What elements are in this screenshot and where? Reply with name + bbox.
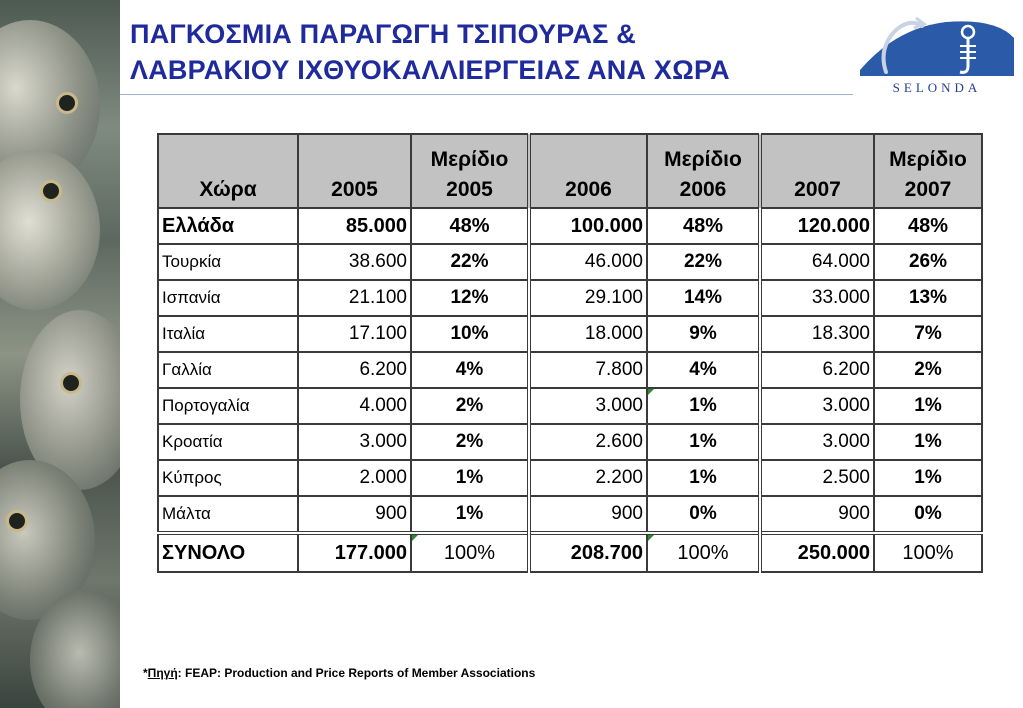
share-2005: 2% (411, 388, 529, 424)
country-cell: Κροατία (158, 424, 298, 460)
fish-image (0, 150, 100, 310)
total-2006: 208.700 (529, 533, 647, 572)
column-header-2007: 2007 (760, 134, 874, 208)
table-row (158, 244, 982, 280)
value-2005: 3.000 (298, 424, 411, 460)
column-header-share-2006: Μερίδιο 2006 (647, 134, 760, 208)
value-2006: 18.000 (529, 316, 647, 352)
column-header-2006: 2006 (529, 134, 647, 208)
fish-photo-strip (0, 0, 120, 708)
value-2007: 64.000 (760, 244, 874, 280)
share-2006: 1% (647, 460, 760, 496)
table-total-row (158, 533, 982, 572)
share-2007: 1% (874, 460, 982, 496)
column-header-share-2005: Μερίδιο 2005 (411, 134, 529, 208)
title-divider (120, 94, 853, 95)
fish-eye (56, 92, 78, 114)
value-2006: 29.100 (529, 280, 647, 316)
footnote-source-label: Πηγή (147, 666, 178, 680)
share-2007: 26% (874, 244, 982, 280)
country-cell: Ελλάδα (158, 208, 298, 244)
column-header-share-2007: Μερίδιο 2007 (874, 134, 982, 208)
value-2005: 900 (298, 496, 411, 533)
share-2006: 14% (647, 280, 760, 316)
total-share-2005: 100% (411, 533, 529, 572)
value-2005: 6.200 (298, 352, 411, 388)
value-2006: 7.800 (529, 352, 647, 388)
value-2005: 2.000 (298, 460, 411, 496)
share-2005: 48% (411, 208, 529, 244)
table-header-row (158, 134, 982, 208)
total-share-2006: 100% (647, 533, 760, 572)
table-row (158, 424, 982, 460)
table-row (158, 460, 982, 496)
share-2006: 9% (647, 316, 760, 352)
total-2005: 177.000 (298, 533, 411, 572)
value-2005: 17.100 (298, 316, 411, 352)
value-2006: 3.000 (529, 388, 647, 424)
source-footnote (143, 666, 535, 680)
country-cell: Ισπανία (158, 280, 298, 316)
share-2006: 48% (647, 208, 760, 244)
value-2007: 2.500 (760, 460, 874, 496)
value-2007: 33.000 (760, 280, 874, 316)
share-2005: 2% (411, 424, 529, 460)
value-2007: 900 (760, 496, 874, 533)
share-2005: 10% (411, 316, 529, 352)
logo-wordmark: SELONDA (892, 80, 982, 95)
share-2007: 1% (874, 424, 982, 460)
table-row (158, 280, 982, 316)
share-2006: 22% (647, 244, 760, 280)
value-2006: 46.000 (529, 244, 647, 280)
column-header-country: Χώρα (158, 134, 298, 208)
value-2006: 900 (529, 496, 647, 533)
country-cell: Τουρκία (158, 244, 298, 280)
share-2007: 2% (874, 352, 982, 388)
value-2005: 21.100 (298, 280, 411, 316)
country-cell: Μάλτα (158, 496, 298, 533)
footnote-star: * (143, 666, 148, 680)
share-2005: 12% (411, 280, 529, 316)
value-2005: 38.600 (298, 244, 411, 280)
share-2007: 48% (874, 208, 982, 244)
value-2005: 85.000 (298, 208, 411, 244)
share-2005: 22% (411, 244, 529, 280)
share-2005: 4% (411, 352, 529, 388)
share-2006: 1% (647, 388, 760, 424)
total-share-2007: 100% (874, 533, 982, 572)
share-2006: 4% (647, 352, 760, 388)
table-row (158, 316, 982, 352)
table-row (158, 208, 982, 244)
selonda-logo (856, 8, 1018, 98)
page-title-line-2: ΛΑΒΡΑΚΙΟΥ ΙΧΘΥΟΚΑΛΛΙΕΡΓΕΙΑΣ ΑΝΑ ΧΩΡΑ (130, 55, 730, 85)
table-row (158, 388, 982, 424)
value-2007: 120.000 (760, 208, 874, 244)
value-2007: 18.300 (760, 316, 874, 352)
country-cell: Κύπρος (158, 460, 298, 496)
share-2006: 1% (647, 424, 760, 460)
value-2006: 2.200 (529, 460, 647, 496)
table-row (158, 496, 982, 533)
share-2005: 1% (411, 496, 529, 533)
value-2006: 2.600 (529, 424, 647, 460)
country-cell: Γαλλία (158, 352, 298, 388)
country-cell: Ιταλία (158, 316, 298, 352)
table-row (158, 352, 982, 388)
total-2007: 250.000 (760, 533, 874, 572)
page-title (130, 16, 850, 88)
fish-eye (60, 372, 82, 394)
column-header-2005: 2005 (298, 134, 411, 208)
page-title-line-1: ΠΑΓΚΟΣΜΙΑ ΠΑΡΑΓΩΓΗ ΤΣΙΠΟΥΡΑΣ & (130, 19, 636, 49)
production-table (157, 133, 983, 573)
share-2007: 1% (874, 388, 982, 424)
value-2007: 3.000 (760, 388, 874, 424)
value-2006: 100.000 (529, 208, 647, 244)
share-2006: 0% (647, 496, 760, 533)
value-2007: 3.000 (760, 424, 874, 460)
fish-eye (6, 510, 28, 532)
share-2007: 0% (874, 496, 982, 533)
footnote-text: : FEAP: Production and Price Reports of Member Associations (177, 666, 536, 680)
share-2007: 13% (874, 280, 982, 316)
value-2005: 4.000 (298, 388, 411, 424)
fish-eye (40, 180, 62, 202)
value-2007: 6.200 (760, 352, 874, 388)
country-cell: Πορτογαλία (158, 388, 298, 424)
total-label: ΣΥΝΟΛΟ (158, 533, 298, 572)
share-2007: 7% (874, 316, 982, 352)
share-2005: 1% (411, 460, 529, 496)
